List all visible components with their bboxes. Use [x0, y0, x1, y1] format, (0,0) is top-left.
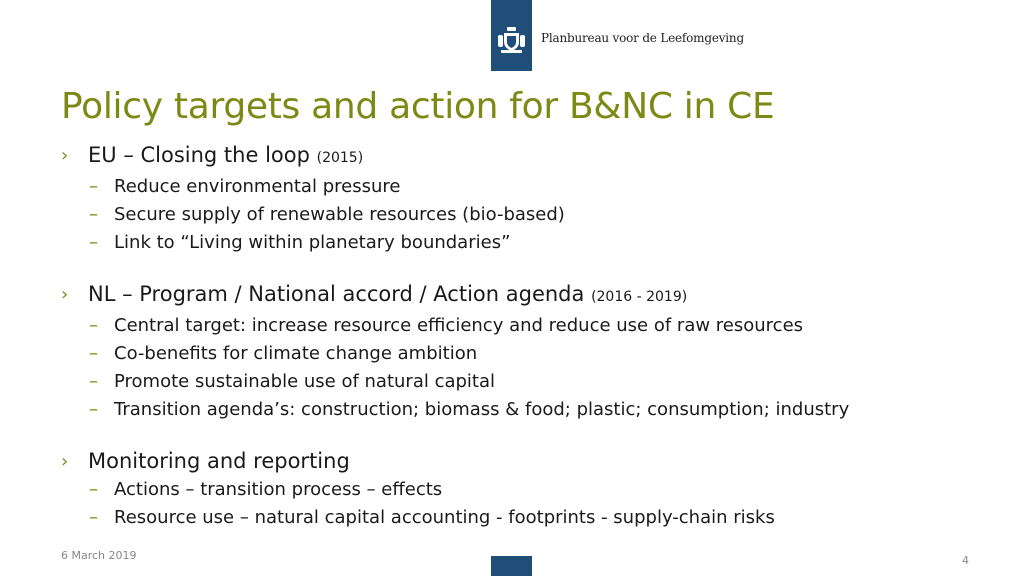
- bullet-label: EU – Closing the loop: [88, 143, 310, 167]
- list-item-text: Central target: increase resource efficiency and reduce use of raw resources: [114, 315, 804, 336]
- dash-icon: –: [89, 507, 98, 528]
- dash-icon: –: [89, 315, 98, 336]
- list-item-text: Reduce environmental pressure: [114, 176, 401, 197]
- list-item-text: Resource use – natural capital accounting - footprints - supply-chain risks: [114, 507, 775, 528]
- slide-content: [61, 140, 1001, 554]
- bullet-main: [61, 446, 1001, 476]
- list-item: [61, 476, 1001, 504]
- chevron-right-icon: ›: [61, 284, 69, 305]
- chevron-right-icon: ›: [61, 145, 69, 166]
- dash-icon: –: [89, 371, 98, 392]
- bullet-main: [61, 279, 1001, 312]
- list-item-text: Co-benefits for climate change ambition: [114, 343, 478, 364]
- dash-icon: –: [89, 176, 98, 197]
- list-item: [61, 340, 1001, 368]
- dash-icon: –: [89, 399, 98, 420]
- dash-icon: –: [89, 204, 98, 225]
- list-item-text: Link to “Living within planetary boundaries”: [114, 232, 511, 253]
- list-item: [61, 312, 1001, 340]
- bullet-year: (2016 - 2019): [591, 289, 688, 305]
- list-item-text: Promote sustainable use of natural capital: [114, 371, 496, 392]
- list-item: [61, 173, 1001, 201]
- organization-name: Planbureau voor de Leefomgeving: [541, 31, 744, 45]
- bullet-label: Monitoring and reporting: [88, 449, 350, 473]
- section-eu: [61, 140, 1001, 257]
- sub-list: [61, 312, 1001, 424]
- bullet-year: (2015): [316, 150, 364, 166]
- list-item: [61, 504, 1001, 532]
- list-item: [61, 396, 1001, 424]
- logo-bar: [491, 0, 532, 71]
- dash-icon: –: [89, 479, 98, 500]
- bullet-main: [61, 140, 1001, 173]
- coat-of-arms-icon: [497, 26, 526, 54]
- footer-date: 6 March 2019: [61, 549, 137, 562]
- list-item: [61, 201, 1001, 229]
- list-item: [61, 368, 1001, 396]
- list-item-text: Secure supply of renewable resources (bio-based): [114, 204, 565, 225]
- slide-title: Policy targets and action for B&NC in CE: [61, 86, 775, 127]
- sub-list: [61, 476, 1001, 532]
- list-item-text: Actions – transition process – effects: [114, 479, 443, 500]
- bullet-label: NL – Program / National accord / Action agenda: [88, 282, 585, 306]
- list-item: [61, 229, 1001, 257]
- dash-icon: –: [89, 343, 98, 364]
- list-item-text: Transition agenda’s: construction; biomass & food; plastic; consumption; industry: [114, 399, 850, 420]
- dash-icon: –: [89, 232, 98, 253]
- sub-list: [61, 173, 1001, 257]
- chevron-right-icon: ›: [61, 451, 69, 472]
- section-nl: [61, 279, 1001, 424]
- page-number: 4: [962, 554, 969, 567]
- footer-logo-bar: [491, 556, 532, 576]
- section-monitoring: [61, 446, 1001, 532]
